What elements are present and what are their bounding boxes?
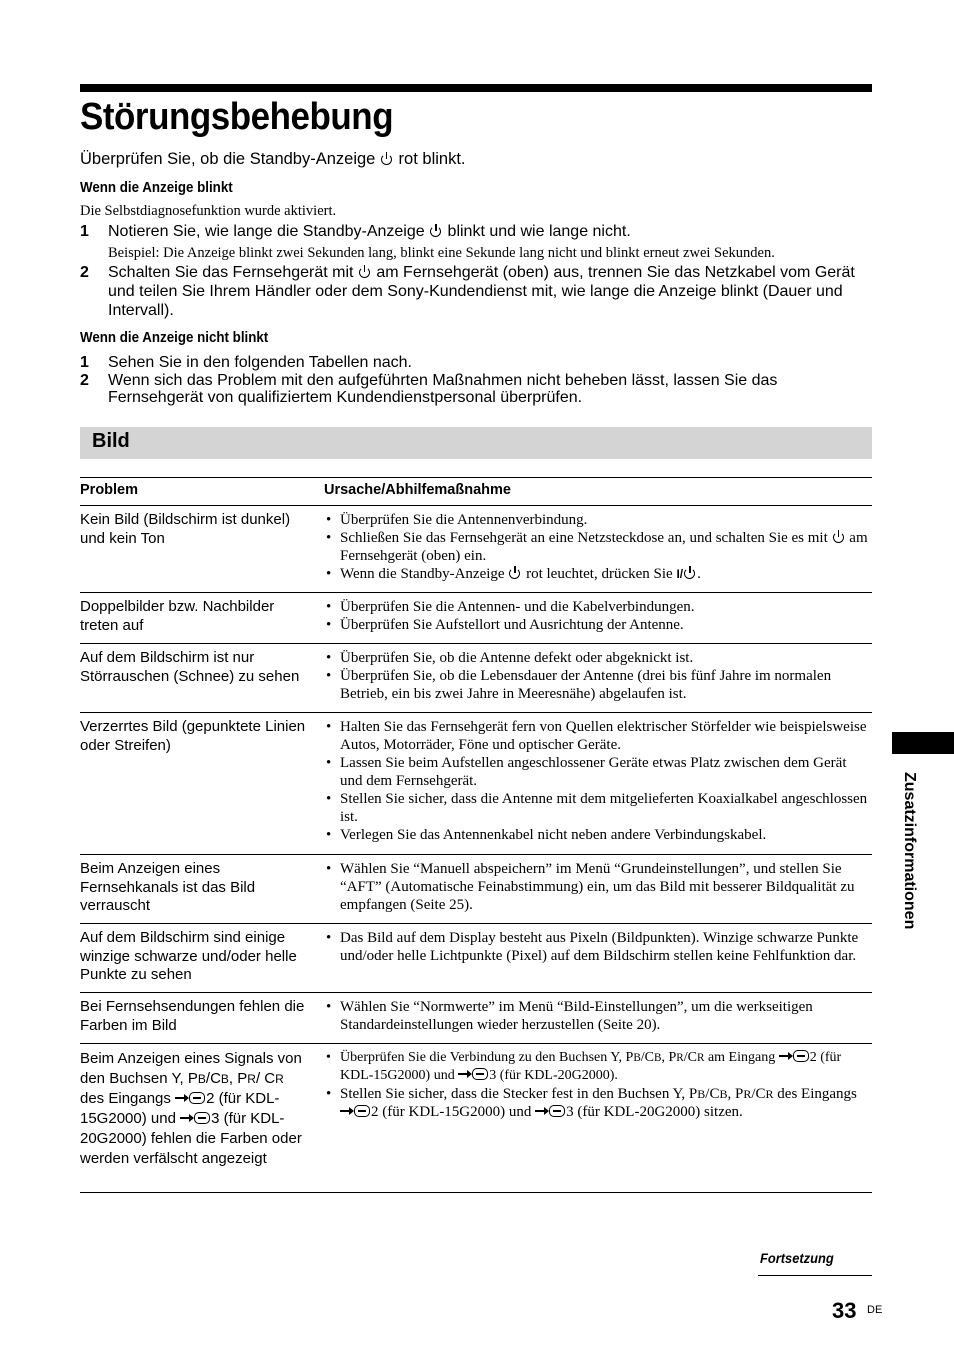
table-row: Bei Fernsehsendungen fehlen die Farben im Bild • Wählen Sie “Normwerte” im Menü “Bild-Einstellungen”, um die werkseitigen Standardeinstellungen wieder herzustellen (Seite 20). bbox=[80, 993, 872, 1044]
top-rule bbox=[80, 84, 872, 92]
list-item: • Das Bild auf dem Display besteht aus Pixeln (Bildpunkten). Winzige schwarze Punkte und/oder helle Lichtpunkte (Pixel) auf dem Bildschirm stellen keine Fehlfunktion dar. bbox=[324, 929, 872, 965]
list-item: • Wählen Sie “Manuell abspeichern” im Menü “Grundeinstellungen”, und stellen Sie “AFT” (Automatische Feinabstimmung) ein, um das Bild mit besserer Bildqualität zu empfangen (Seite 25). bbox=[324, 860, 872, 914]
power-icon bbox=[359, 266, 371, 278]
continued-label: Fortsetzung bbox=[760, 1250, 834, 1266]
step-2-nicht-blinkt: 2 Wenn sich das Problem mit den aufgeführten Maßnahmen nicht beheben lässt, lassen Sie das Fernsehgerät von qualifiziertem Kundendienstpersonal überprüfen. bbox=[80, 372, 778, 406]
step-1-blinkt: 1 Notieren Sie, wie lange die Standby-Anzeige blinkt und wie lange nicht. bbox=[80, 223, 631, 240]
side-tab-marker bbox=[892, 732, 954, 754]
continued-rule bbox=[758, 1275, 872, 1276]
page-number: 33 bbox=[832, 1298, 857, 1323]
input-icon bbox=[340, 1105, 370, 1117]
table-row: Beim Anzeigen eines Fernsehkanals ist das Bild verrauscht • Wählen Sie “Manuell abspeichern” im Menü “Grundeinstellungen”, und stellen Sie “AFT” (Automatische Feinabstimmung) ein, um das Bild mit besserer Bildqualität zu empfangen (Seite 25). bbox=[80, 855, 872, 924]
note-selbstdiagnose: Die Selbstdiagnosefunktion wurde aktiviert. bbox=[80, 203, 337, 219]
input-icon bbox=[180, 1112, 210, 1124]
list-item: • Halten Sie das Fernsehgerät fern von Quellen elektrischer Störfelder wie beispielsweise Autos, Motorräder, Föne und optischer Geräte. bbox=[324, 718, 872, 754]
step-1-nicht-blinkt: 1 Sehen Sie in den folgenden Tabellen nach. bbox=[80, 354, 412, 371]
table-row: Verzerrtes Bild (gepunktete Linien oder Streifen) • Halten Sie das Fernsehgerät fern von Quellen elektrischer Störfelder wie beispielsweise Autos, Motorräder, Föne und optischer Geräte. • Lassen Sie beim Aufstellen angeschlossener Geräte etwas Platz zwischen dem Gerät und dem Fernsehgerät. • Stellen Sie sicher, dass die Antenne mit dem mitgelieferten Koaxialkabel angeschlossen ist. • Verlegen Sie das Antennenkabel nicht neben andere Verbindungskabel. bbox=[80, 713, 872, 855]
step-2-blinkt: 2 Schalten Sie das Fernsehgerät mit am Fernsehgerät (oben) aus, trennen Sie das Netzkabel vom Gerät und teilen Sie Ihrem Händler oder dem Sony-Kundendienst mit, wie lange die Anzeige blinkt (Dauer und Intervall). bbox=[80, 264, 855, 319]
list-item: • Verlegen Sie das Antennenkabel nicht neben andere Verbindungskabel. bbox=[324, 826, 872, 844]
power-icon bbox=[684, 567, 696, 579]
table-row: Beim Anzeigen eines Signals von den Buchsen Y, PB/CB, PR/ CR des Eingangs 2 (für KDL-15G2000) und 3 (für KDL-20G2000) fehlen die Farben oder werden verfälscht angezeigt • Überprüfen Sie die Verbindung zu den Buchsen Y, PB/CB, PR/CR am Eingang 2 (für KDL-15G2000) und 3 (für KDL-20G2000). • Stellen Sie sicher, dass die Stecker fest in den Buchsen Y, PB/CB, PR/CR des Eingangs 2 (für KDL-15G2000) und 3 (für KDL-20G2000) sitzen. bbox=[80, 1044, 872, 1193]
section-title: Bild bbox=[92, 430, 130, 452]
table-row: Auf dem Bildschirm sind einige winzige schwarze und/oder helle Punkte zu sehen • Das Bild auf dem Display besteht aus Pixeln (Bildpunkten). Winzige schwarze Punkte und/oder helle Lichtpunkte (Pixel) auf dem Bildschirm stellen keine Fehlfunktion dar. bbox=[80, 924, 872, 993]
power-icon bbox=[430, 225, 442, 237]
list-item: • Überprüfen Sie, ob die Antenne defekt oder abgeknickt ist. bbox=[324, 649, 872, 667]
input-icon bbox=[458, 1068, 488, 1080]
troubleshooting-table bbox=[80, 477, 872, 1193]
intro-text: Überprüfen Sie, ob die Standby-Anzeige rot blinkt. bbox=[80, 150, 466, 168]
table-header bbox=[80, 477, 872, 506]
list-item: • Stellen Sie sicher, dass die Stecker fest in den Buchsen Y, PB/CB, PR/CR des Eingangs 2 (für KDL-15G2000) und 3 (für KDL-20G2000) sitzen. bbox=[324, 1085, 872, 1121]
table-row: Kein Bild (Bildschirm ist dunkel) und kein Ton • Überprüfen Sie die Antennenverbindung. • Schließen Sie das Fernsehgerät an eine Netzsteckdose an, und schalten Sie es mit am Fernsehgerät (oben) ein. • Wenn die Standby-Anzeige rot leuchtet, drücken Sie I/ . bbox=[80, 506, 872, 593]
input-icon bbox=[535, 1105, 565, 1117]
list-item: • Wenn die Standby-Anzeige rot leuchtet, drücken Sie I/ . bbox=[324, 565, 872, 583]
page-language: DE bbox=[867, 1304, 883, 1316]
power-icon bbox=[381, 153, 393, 165]
page-title: Störungsbehebung bbox=[80, 96, 394, 138]
list-item: • Lassen Sie beim Aufstellen angeschlossener Geräte etwas Platz zwischen dem Gerät und dem Fernsehgerät. bbox=[324, 754, 872, 790]
power-icon bbox=[833, 531, 845, 543]
side-section-label: Zusatzinformationen bbox=[901, 772, 918, 930]
input-icon bbox=[779, 1050, 809, 1062]
column-header-cause: Ursache/Abhilfemaßnahme bbox=[324, 482, 511, 498]
subheading-nicht-blinkt: Wenn die Anzeige nicht blinkt bbox=[80, 330, 269, 346]
table-row: Doppelbilder bzw. Nachbilder treten auf • Überprüfen Sie die Antennen- und die Kabelverbindungen. • Überprüfen Sie Aufstellort und Ausrichtung der Antenne. bbox=[80, 593, 872, 644]
column-header-problem: Problem bbox=[80, 482, 139, 498]
section-bar bbox=[80, 427, 872, 459]
example-text: Beispiel: Die Anzeige blinkt zwei Sekunden lang, blinkt eine Sekunde lang nicht und blinkt erneut zwei Sekunden. bbox=[108, 245, 775, 261]
list-item: • Stellen Sie sicher, dass die Antenne mit dem mitgelieferten Koaxialkabel angeschlossen ist. bbox=[324, 790, 872, 826]
table-row: Auf dem Bildschirm ist nur Störrauschen (Schnee) zu sehen • Überprüfen Sie, ob die Antenne defekt oder abgeknickt ist. • Überprüfen Sie, ob die Lebensdauer der Antenne (drei bis fünf Jahre im normalen Betrieb, ein bis zwei Jahre in Meeresnähe) abgelaufen ist. bbox=[80, 644, 872, 713]
list-item: • Überprüfen Sie die Verbindung zu den Buchsen Y, PB/CB, PR/CR am Eingang 2 (für KDL-15G2000) und 3 (für KDL-20G2000). bbox=[324, 1049, 872, 1085]
subheading-blinkt: Wenn die Anzeige blinkt bbox=[80, 180, 233, 196]
list-item: • Schließen Sie das Fernsehgerät an eine Netzsteckdose an, und schalten Sie es mit am Fernsehgerät (oben) ein. bbox=[324, 529, 872, 565]
list-item: • Wählen Sie “Normwerte” im Menü “Bild-Einstellungen”, um die werkseitigen Standardeinstellungen wieder herzustellen (Seite 20). bbox=[324, 998, 872, 1034]
power-icon bbox=[509, 567, 521, 579]
input-icon bbox=[175, 1092, 205, 1104]
list-item: • Überprüfen Sie die Antennenverbindung. bbox=[324, 511, 872, 529]
list-item: • Überprüfen Sie die Antennen- und die Kabelverbindungen. bbox=[324, 598, 872, 616]
list-item: • Überprüfen Sie, ob die Lebensdauer der Antenne (drei bis fünf Jahre im normalen Betrieb, ein bis zwei Jahre in Meeresnähe) abgelaufen ist. bbox=[324, 667, 872, 703]
list-item: • Überprüfen Sie Aufstellort und Ausrichtung der Antenne. bbox=[324, 616, 872, 634]
